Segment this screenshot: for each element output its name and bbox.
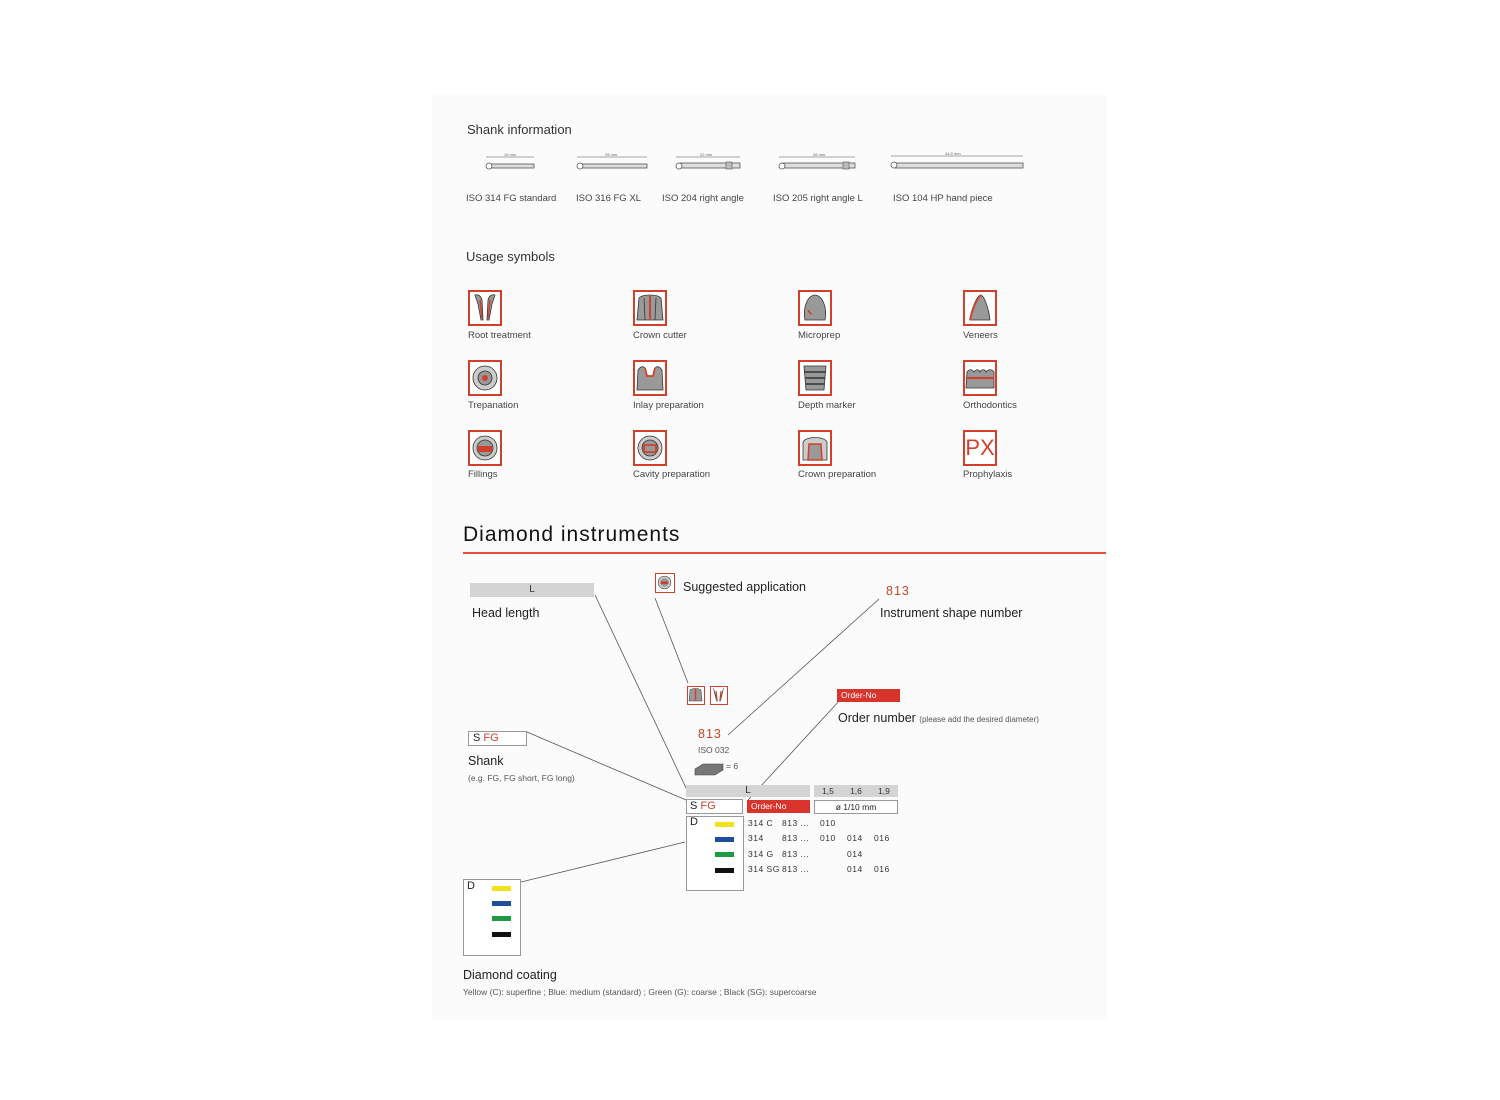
table-s: S bbox=[690, 800, 698, 812]
row2-d2: 014 bbox=[847, 833, 863, 843]
table-d-label: D bbox=[690, 816, 698, 828]
svg-text:25 mm: 25 mm bbox=[605, 152, 618, 157]
usage-label-orthodontics: Orthodontics bbox=[963, 400, 1017, 411]
row3-d2: 014 bbox=[847, 849, 863, 859]
usage-label-trepanation: Trepanation bbox=[468, 400, 519, 411]
swatch-yellow bbox=[715, 822, 734, 827]
svg-text:22 mm: 22 mm bbox=[700, 152, 713, 157]
row3-code: 314 G bbox=[748, 849, 774, 859]
shank-label-iso-104: ISO 104 HP hand piece bbox=[893, 193, 993, 204]
shank-note: (e.g. FG, FG short, FG long) bbox=[468, 773, 575, 783]
legend-swatch-yellow bbox=[492, 886, 511, 891]
row2-d3: 016 bbox=[874, 833, 890, 843]
order-number-label bbox=[838, 711, 1039, 725]
row4-d2: 014 bbox=[847, 864, 863, 874]
swatch-black bbox=[715, 868, 734, 873]
table-length-bar: L bbox=[686, 785, 810, 797]
suggested-application-label: Suggested application bbox=[683, 580, 807, 594]
prophylaxis-icon: PX bbox=[963, 430, 997, 466]
connector-lines bbox=[432, 95, 1107, 1020]
order-number-text: Order number bbox=[838, 711, 916, 725]
shank-label-iso-316: ISO 316 FG XL bbox=[576, 193, 641, 204]
table-shank-box bbox=[686, 799, 743, 814]
shank-s: S bbox=[473, 732, 481, 744]
usage-label-cavity-preparation: Cavity preparation bbox=[633, 469, 711, 480]
shank-section-title: Shank information bbox=[467, 122, 572, 137]
head-length-bar: L bbox=[470, 583, 594, 597]
suggested-application-icon bbox=[655, 573, 675, 593]
root-treatment-mini-icon bbox=[710, 686, 728, 705]
table-order-no-tag: Order-No bbox=[747, 800, 810, 813]
usage-label-prophylaxis: Prophylaxis bbox=[963, 469, 1013, 480]
legend-swatch-blue bbox=[492, 901, 511, 906]
size-1: 1,5 bbox=[822, 786, 834, 796]
product-number: 813 bbox=[698, 727, 722, 741]
iso-number: ISO 032 bbox=[698, 745, 730, 755]
row1-d1: 010 bbox=[820, 818, 836, 828]
shank-label: Shank bbox=[468, 754, 504, 768]
swatch-blue bbox=[715, 837, 734, 842]
row4-code: 314 SG bbox=[748, 864, 780, 874]
usage-label-veneers: Veneers bbox=[963, 330, 998, 341]
usage-label-crown-preparation: Crown preparation bbox=[798, 469, 877, 480]
pack-icon bbox=[693, 762, 725, 776]
row4-d3: 016 bbox=[874, 864, 890, 874]
usage-label-root-treatment: Root treatment bbox=[468, 330, 531, 341]
row2-d1: 010 bbox=[820, 833, 836, 843]
usage-label-microprep: Microprep bbox=[798, 330, 841, 341]
svg-text:26 mm: 26 mm bbox=[813, 152, 826, 157]
pack-quantity: = 6 bbox=[726, 761, 739, 771]
row4-shape: 813 ... bbox=[782, 864, 810, 874]
usage-label-depth-marker: Depth marker bbox=[798, 400, 856, 411]
table-fg: FG bbox=[700, 800, 716, 812]
shape-number-callout: 813 bbox=[886, 584, 910, 598]
shank-label-iso-205: ISO 205 right angle L bbox=[773, 193, 863, 204]
crown-cutter-mini-icon bbox=[687, 686, 705, 705]
shank-box bbox=[468, 731, 527, 746]
size-3: 1,9 bbox=[878, 786, 890, 796]
row3-shape: 813 ... bbox=[782, 849, 810, 859]
row1-code: 314 C bbox=[748, 818, 774, 828]
legend-swatch-green bbox=[492, 916, 511, 921]
catalog-page bbox=[432, 95, 1107, 1020]
usage-label-fillings: Fillings bbox=[468, 469, 498, 480]
shape-number-label: Instrument shape number bbox=[880, 606, 1023, 620]
order-no-tag: Order-No bbox=[837, 689, 900, 702]
usage-label-crown-cutter: Crown cutter bbox=[633, 330, 687, 341]
diamond-coating-label: Diamond coating bbox=[463, 968, 557, 982]
svg-text:44,5 mm: 44,5 mm bbox=[945, 151, 961, 156]
diamond-section-title: Diamond instruments bbox=[463, 523, 681, 546]
row1-shape: 813 ... bbox=[782, 818, 810, 828]
swatch-green bbox=[715, 852, 734, 857]
row2-code: 314 bbox=[748, 833, 764, 843]
table-diameter-label: ø 1/10 mm bbox=[814, 800, 898, 814]
shank-label-iso-204: ISO 204 right angle bbox=[662, 193, 744, 204]
coating-d-label: D bbox=[467, 880, 475, 892]
shank-label-iso-314: ISO 314 FG standard bbox=[466, 193, 557, 204]
usage-section-title: Usage symbols bbox=[466, 249, 555, 264]
diamond-coating-note: Yellow (C): superfine ; Blue: medium (standard) ; Green (G): coarse ; Black (SG): supercoarse bbox=[463, 987, 817, 997]
head-length-label: Head length bbox=[472, 606, 540, 620]
svg-text:19 mm: 19 mm bbox=[504, 152, 517, 157]
shank-fg: FG bbox=[483, 732, 499, 744]
usage-label-inlay-preparation: Inlay preparation bbox=[633, 400, 704, 411]
size-2: 1,6 bbox=[850, 786, 862, 796]
row2-shape: 813 ... bbox=[782, 833, 810, 843]
table-sizes-header bbox=[814, 785, 898, 797]
order-number-note: (please add the desired diameter) bbox=[919, 715, 1039, 724]
legend-swatch-black bbox=[492, 932, 511, 937]
